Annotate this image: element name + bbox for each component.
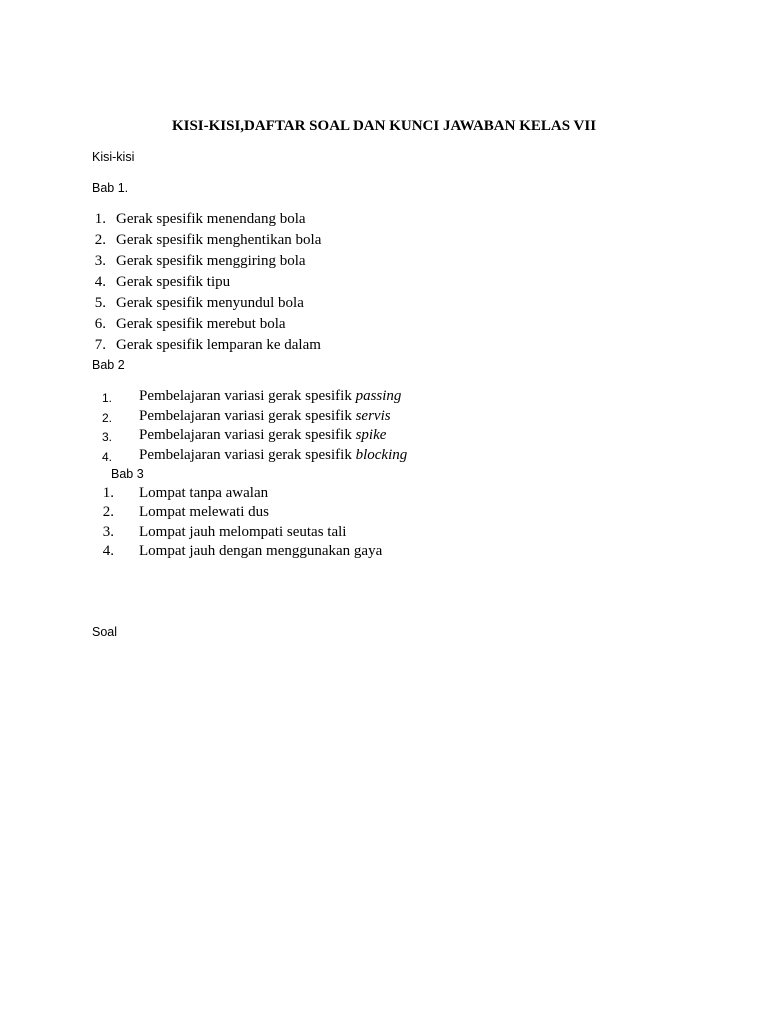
item-text: Lompat jauh dengan menggunakan gaya <box>139 543 383 559</box>
item-text: Gerak spesifik menghentikan bola <box>116 232 322 248</box>
item-text: Gerak spesifik menendang bola <box>116 211 306 227</box>
item-text: Gerak spesifik tipu <box>116 274 231 290</box>
item-number: 7. <box>94 337 106 353</box>
item-number: 6. <box>94 316 106 332</box>
bab3-heading: Bab 3 <box>111 467 144 481</box>
item-number: 3. <box>101 430 112 444</box>
item-number: 1. <box>102 485 114 501</box>
item-text: Gerak spesifik menyundul bola <box>116 295 304 311</box>
item-emphasis: passing <box>355 388 402 404</box>
document-title: KISI-KISI,DAFTAR SOAL DAN KUNCI JAWABAN KELAS VII <box>171 118 597 134</box>
bab1-heading: Bab 1. <box>92 181 129 195</box>
item-text: Lompat melewati dus <box>139 504 269 520</box>
item-number: 3. <box>102 524 114 540</box>
item-text: Pembelajaran variasi gerak spesifik servis <box>139 408 391 424</box>
section-kisi-kisi: Kisi-kisi <box>92 150 135 164</box>
item-number: 2. <box>102 504 114 520</box>
item-text: Lompat jauh melompati seutas tali <box>139 524 347 540</box>
item-number: 1. <box>94 211 106 227</box>
item-text: Pembelajaran variasi gerak spesifik spike <box>139 427 387 443</box>
bab2-heading: Bab 2 <box>92 358 125 372</box>
item-number: 2. <box>101 411 112 425</box>
item-emphasis: servis <box>355 408 391 424</box>
item-number: 4. <box>102 543 114 559</box>
item-number: 4. <box>94 274 106 290</box>
item-number: 5. <box>94 295 106 311</box>
item-text: Gerak spesifik lemparan ke dalam <box>116 337 321 353</box>
item-text: Lompat tanpa awalan <box>139 485 269 501</box>
item-number: 1. <box>101 391 112 405</box>
item-text: Pembelajaran variasi gerak spesifik passing <box>139 388 402 404</box>
item-text: Gerak spesifik merebut bola <box>116 316 286 332</box>
item-text: Pembelajaran variasi gerak spesifik blocking <box>139 447 408 463</box>
item-emphasis: spike <box>355 427 387 443</box>
item-number: 4. <box>101 450 112 464</box>
item-text: Gerak spesifik menggiring bola <box>116 253 306 269</box>
section-soal: Soal <box>92 625 118 639</box>
item-emphasis: blocking <box>355 447 408 463</box>
item-number: 3. <box>94 253 106 269</box>
item-number: 2. <box>94 232 106 248</box>
